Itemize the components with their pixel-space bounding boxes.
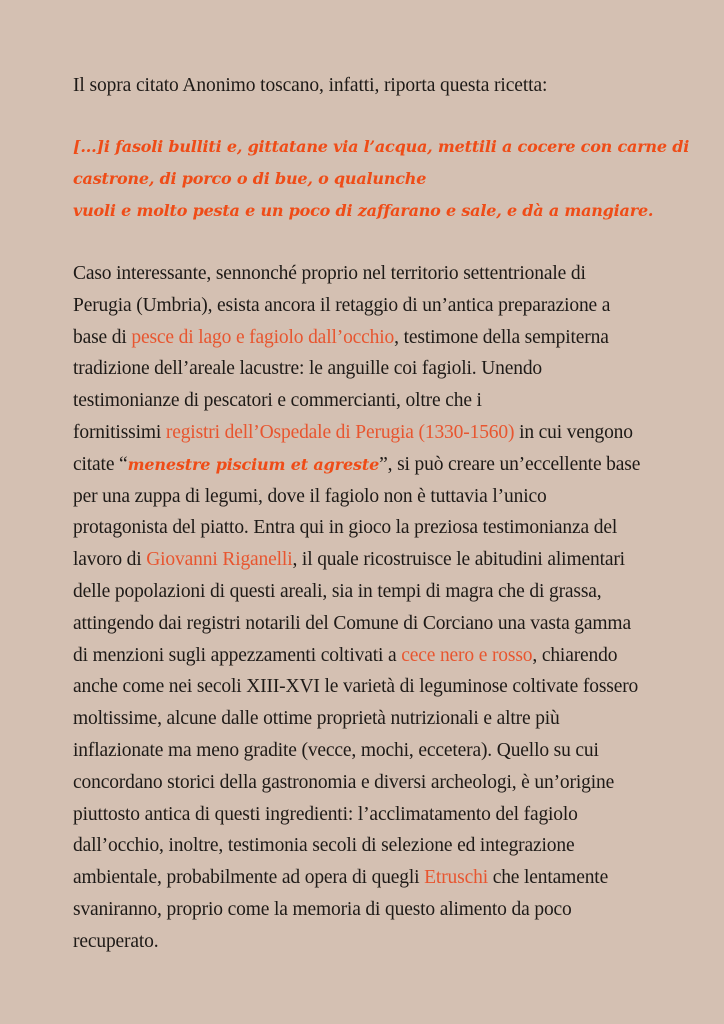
- body-line: [73, 767, 663, 799]
- recipe-quote: [73, 131, 690, 227]
- text-run: delle popolazioni di questi areali, sia in tempi di magra che di grassa,: [73, 580, 602, 602]
- body-line: [73, 640, 663, 672]
- text-run: ambientale, probabilmente ad opera di quegli: [73, 867, 425, 889]
- text-run: , il quale ricostruisce le abitudini alimentari: [292, 549, 625, 571]
- body-line: [73, 544, 663, 576]
- text-run: che lentamente: [487, 867, 609, 889]
- text-run: anche come nei secoli XIII-XVI le varietà di leguminose coltivate fossero: [73, 676, 639, 698]
- text-run: fornitissimi: [73, 421, 166, 443]
- intro-paragraph: Il sopra citato Anonimo toscano, infatti, riporta questa ricetta:: [73, 75, 548, 96]
- quote-line: castrone, di porco o di bue, o qualunche: [73, 169, 427, 188]
- inline-link[interactable]: pesce di lago e fagiolo dall’occhio: [131, 326, 395, 348]
- text-run: per una zuppa di legumi, dove il fagiolo non è tuttavia l’unico: [73, 485, 547, 507]
- inline-link[interactable]: Giovanni Riganelli: [146, 549, 293, 571]
- body-line: [73, 830, 663, 862]
- text-run: base di: [73, 326, 132, 348]
- body-line: [73, 576, 663, 608]
- body-line: [73, 258, 663, 290]
- body-line: [73, 322, 663, 354]
- body-line: [73, 290, 663, 322]
- text-run: in cui vengono: [514, 421, 633, 443]
- text-run: ”, si può creare un’eccellente base: [379, 453, 641, 475]
- inline-link[interactable]: registri dell’Ospedale di Perugia (1330-1560): [165, 421, 515, 443]
- text-run: concordano storici della gastronomia e diversi archeologi, è un’origine: [73, 771, 615, 793]
- inline-link[interactable]: Etruschi: [424, 867, 488, 889]
- text-run: moltissime, alcune dalle ottime proprietà nutrizionali e altre più: [73, 708, 560, 730]
- text-run: Perugia (Umbria), esista ancora il retaggio di un’antica preparazione a: [73, 294, 611, 316]
- text-run: lavoro di: [73, 549, 147, 571]
- body-line: [73, 353, 663, 385]
- text-run: attingendo dai registri notarili del Comune di Corciano una vasta gamma: [73, 612, 631, 634]
- text-run: tradizione dell’areale lacustre: le anguille coi fagioli. Unendo: [73, 358, 543, 380]
- text-run: , chiarendo: [532, 644, 618, 666]
- body-line: [73, 671, 663, 703]
- text-run: testimonianze di pescatori e commercianti, oltre che i: [73, 390, 482, 412]
- text-run: di menzioni sugli appezzamenti coltivati a: [73, 644, 402, 666]
- text-run: recuperato.: [73, 930, 159, 952]
- body-line: [73, 512, 663, 544]
- body-line: [73, 703, 663, 735]
- body-line: [73, 735, 663, 767]
- text-run: , testimone della sempiterna: [394, 326, 609, 348]
- body-paragraph: [73, 258, 663, 958]
- body-line: [73, 862, 663, 894]
- inline-link[interactable]: cece nero e rosso: [401, 644, 533, 666]
- body-line: [73, 417, 663, 449]
- text-run: citate “: [73, 453, 128, 475]
- body-line: [73, 608, 663, 640]
- text-run: piuttosto antica di questi ingredienti: l’acclimatamento del fagiolo: [73, 803, 578, 825]
- text-run: protagonista del piatto. Entra qui in gioco la preziosa testimonianza del: [73, 517, 618, 539]
- body-line: [73, 799, 663, 831]
- text-run: Caso interessante, sennonché proprio nel territorio settentrionale di: [73, 263, 586, 284]
- emphasized-phrase: menestre piscium et agreste: [127, 454, 380, 474]
- body-line: [73, 449, 663, 481]
- body-line: [73, 481, 663, 513]
- body-line: [73, 385, 663, 417]
- body-line: [73, 894, 663, 926]
- text-run: svaniranno, proprio come la memoria di questo alimento da poco: [73, 898, 572, 920]
- text-run: dall’occhio, inoltre, testimonia secoli di selezione ed integrazione: [73, 835, 575, 857]
- quote-line: [...]i fasoli bulliti e, gittatane via l’acqua, mettili a cocere con carne di: [73, 137, 690, 156]
- text-run: inflazionate ma meno gradite (vecce, mochi, eccetera). Quello su cui: [73, 739, 599, 761]
- body-line: [73, 926, 663, 958]
- quote-line: vuoli e molto pesta e un poco di zaffarano e sale, e dà a mangiare.: [73, 201, 654, 220]
